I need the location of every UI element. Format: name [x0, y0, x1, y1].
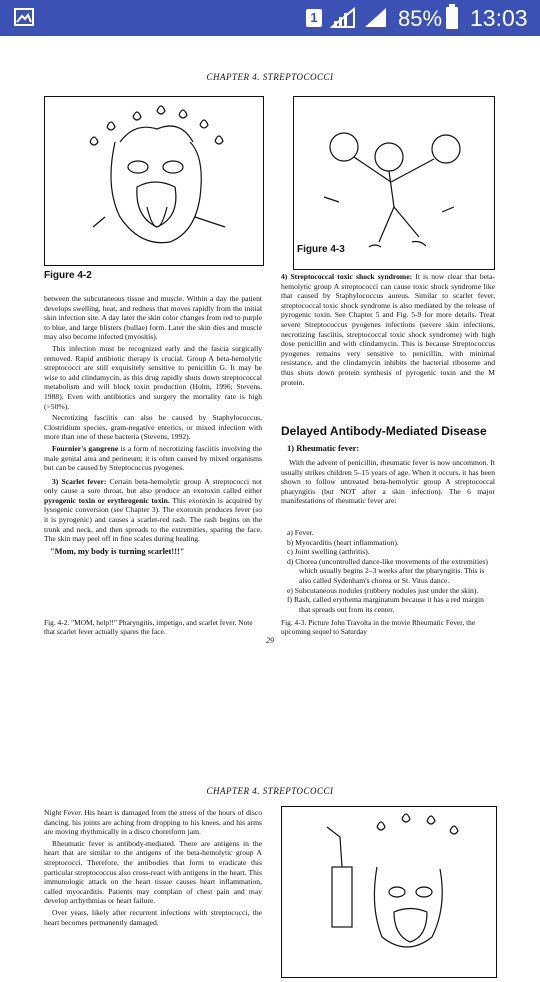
paragraph: Over years, likely after recurrent infections with streptococci, the heart becomes permanently damaged.: [44, 907, 262, 927]
paragraph: Night Fever. His heart is damaged from the stress of the hours of disco dancing, his joints are aching from dropping to his knees, and his arms are moving rhythmically in a disco choreiform jam.: [44, 808, 262, 837]
text: This exotoxin is acquired by lysogenic conversion (see Chapter 3). The exotoxin produces fever (so it is pyrogenic) and causes a scarlet-red rash. The rash begins on the trunk and neck, and then spreads to the extremities, sparing the face. The skin may peel off in fine scales during healing.: [44, 495, 263, 544]
document-page-30: [0, 740, 540, 960]
paragraph: Rheumatic fever is antibody-mediated. There are antigens in the heart that are similar to the antigens of the beta-hemolytic group A streptococci. Therefore, the antibodies that form to eradicate this particular streptococcus also cross-react with antigens in the heart. This immunologic attack on the heart tissue causes heart inflammation, called myocarditis. Patients may complain of chest pain and may develop arrhythmias or heart failure.: [44, 838, 262, 906]
term: Fournier's gangrene: [52, 443, 119, 453]
text: is a form of necrotizing fasciitis involving the male genital area and perineum; it is often caused by mixed organisms but can be caused by Streptococcus pyogenes.: [44, 443, 262, 473]
paragraph: With the advent of penicillin, rheumatic fever is now uncommon. It usually strikes children 5–15 years of age. When it occurs, it has been shown to follow untreated beta-hemolytic group A streptococcal pharyngitis (but NOT after a skin infection). The 6 major manifestations of rheumatic fever are:: [281, 458, 495, 506]
status-bar: [0, 0, 540, 36]
battery-percent: 85%: [398, 6, 443, 31]
rheumatic-fever-text: [281, 458, 495, 508]
paragraph: Necrotizing fasciitis can also be caused by Staphylococcus, Clostridium species, gram-negative enterics, or mixed infection with more than one of these bacteria (Stevens, 1992).: [44, 413, 262, 442]
signal-strength-icon: [330, 7, 356, 29]
list-item: b) Myocarditis (heart inflammation).: [287, 537, 399, 547]
rheumatic-fever-heading: [287, 443, 359, 453]
figure-4-3-caption: Fig. 4-3. Picture John Travolta in the movie Rheumatic Fever, the upcoming sequel to Saturday: [281, 618, 476, 637]
list-item: d) Chorea (uncontrolled dance-like movements of the extremities) which usually begins 2–3 weeks after the pharyngitis. This is also called Sydenham's chorea or St. Vitus dance.: [287, 556, 488, 585]
screaming-face-drawing: [45, 97, 263, 265]
right-column-text: [281, 272, 495, 389]
signal-strength-icon-2: [364, 7, 388, 29]
term: 4) Streptococcal toxic shock syndrome:: [281, 272, 413, 281]
text: It is now clear that beta-hemolytic group A streptococci can cause toxic shock syndrome like that caused by Staphylococcus aureus. Similar to scarlet fever, streptococcal toxic shock syndrome is also mediated by the release of pyrogenic toxin. See Chapter 5 and Fig. 5-9 for more details. Treat severe Streptococcus pyogenes infections (severe skin infections, necrotizing fasciitis, streptococcal toxic shock syndrome) with high dose penicillin and with clindamycin. This is because Streptococcus pyogenes remains very sensitive to penicillin, with minimal resistance, and the clindamycin inhibits the bacterial ribosome and thus shuts down protein synthesis of pyrogenic toxin and the M protein.: [281, 272, 495, 387]
list-item: e) Subcutaneous nodules (rubbery nodules just under the skin).: [287, 585, 479, 595]
running-head: CHAPTER 4. STREPTOCOCCI: [206, 72, 334, 82]
figure-4-4-illustration: [281, 806, 497, 978]
list-item: f) Rash, called erythema marginatum because it has a red margin that spreads out from its center.: [287, 595, 484, 614]
page-number: 29: [266, 636, 274, 645]
scarlet-fever-paragraph: [44, 477, 262, 544]
list-item: a) Fever.: [287, 528, 314, 537]
running-head: CHAPTER 4. STREPTOCOCCI: [206, 786, 334, 796]
term: 3) Scarlet fever:: [52, 476, 107, 486]
document-page-29: [0, 36, 540, 656]
paragraph: This infection must be recognized early and the fascia surgically removed. Rapid antibiotic therapy is crucial. Group A beta-hemolytic streptococci are still exquisitely sensitive to penicillin G. It may be wise to add clindamycin, as this drug rapidly shuts down streptococcal metabolism and will block toxin production (Holm, 1996; Stevens, 1988). Even with antibiotics and surgery the mortality rate is high (>50%).: [44, 343, 262, 411]
clock: 13:03: [470, 5, 528, 31]
figure-4-3-label: Figure 4-3: [297, 244, 345, 255]
fournier-paragraph: [44, 444, 262, 473]
page2-left-column-text: [44, 808, 262, 929]
text: Certain beta-hemolytic group A streptococci not only cause a sore throat, but also produce an exotoxin called either: [44, 476, 262, 496]
figure-4-2-label: Figure 4-2: [44, 270, 92, 281]
term: pyrogenic toxin or erythrogenic toxin.: [44, 495, 170, 505]
sim-icon: 1: [306, 9, 322, 27]
quote: "Mom, my body is turning scarlet!!!": [50, 546, 185, 556]
battery-icon: [446, 7, 458, 29]
figure-4-2-illustration: [44, 96, 264, 266]
figure-4-2-caption: Fig. 4-2. "MOM, help!!" Pharyngitis, impetigo, and scarlet fever. Note that scarlet fever actually spares the face.: [44, 618, 253, 637]
heading-text: 1) Rheumatic fever:: [287, 443, 360, 453]
sick-figure-drawing: [282, 807, 496, 977]
manifestations-list: [287, 528, 495, 614]
section-heading: Delayed Antibody-Mediated Disease: [281, 424, 487, 438]
paragraph: between the subcutaneous tissue and muscle. Within a day the patient develops swelling, heat, and redness that moves rapidly from the initial skin infection site. A day later the skin color changes from red to purple to blue, and large blisters (bullae) form. Later the skin dies and muscle may also become infected (myositis).: [44, 294, 262, 342]
toxic-shock-paragraph: [281, 272, 495, 387]
list-item: c) Joint swelling (arthritis).: [287, 547, 370, 557]
left-column-text: [44, 294, 262, 558]
gallery-notification-icon: [14, 8, 34, 26]
